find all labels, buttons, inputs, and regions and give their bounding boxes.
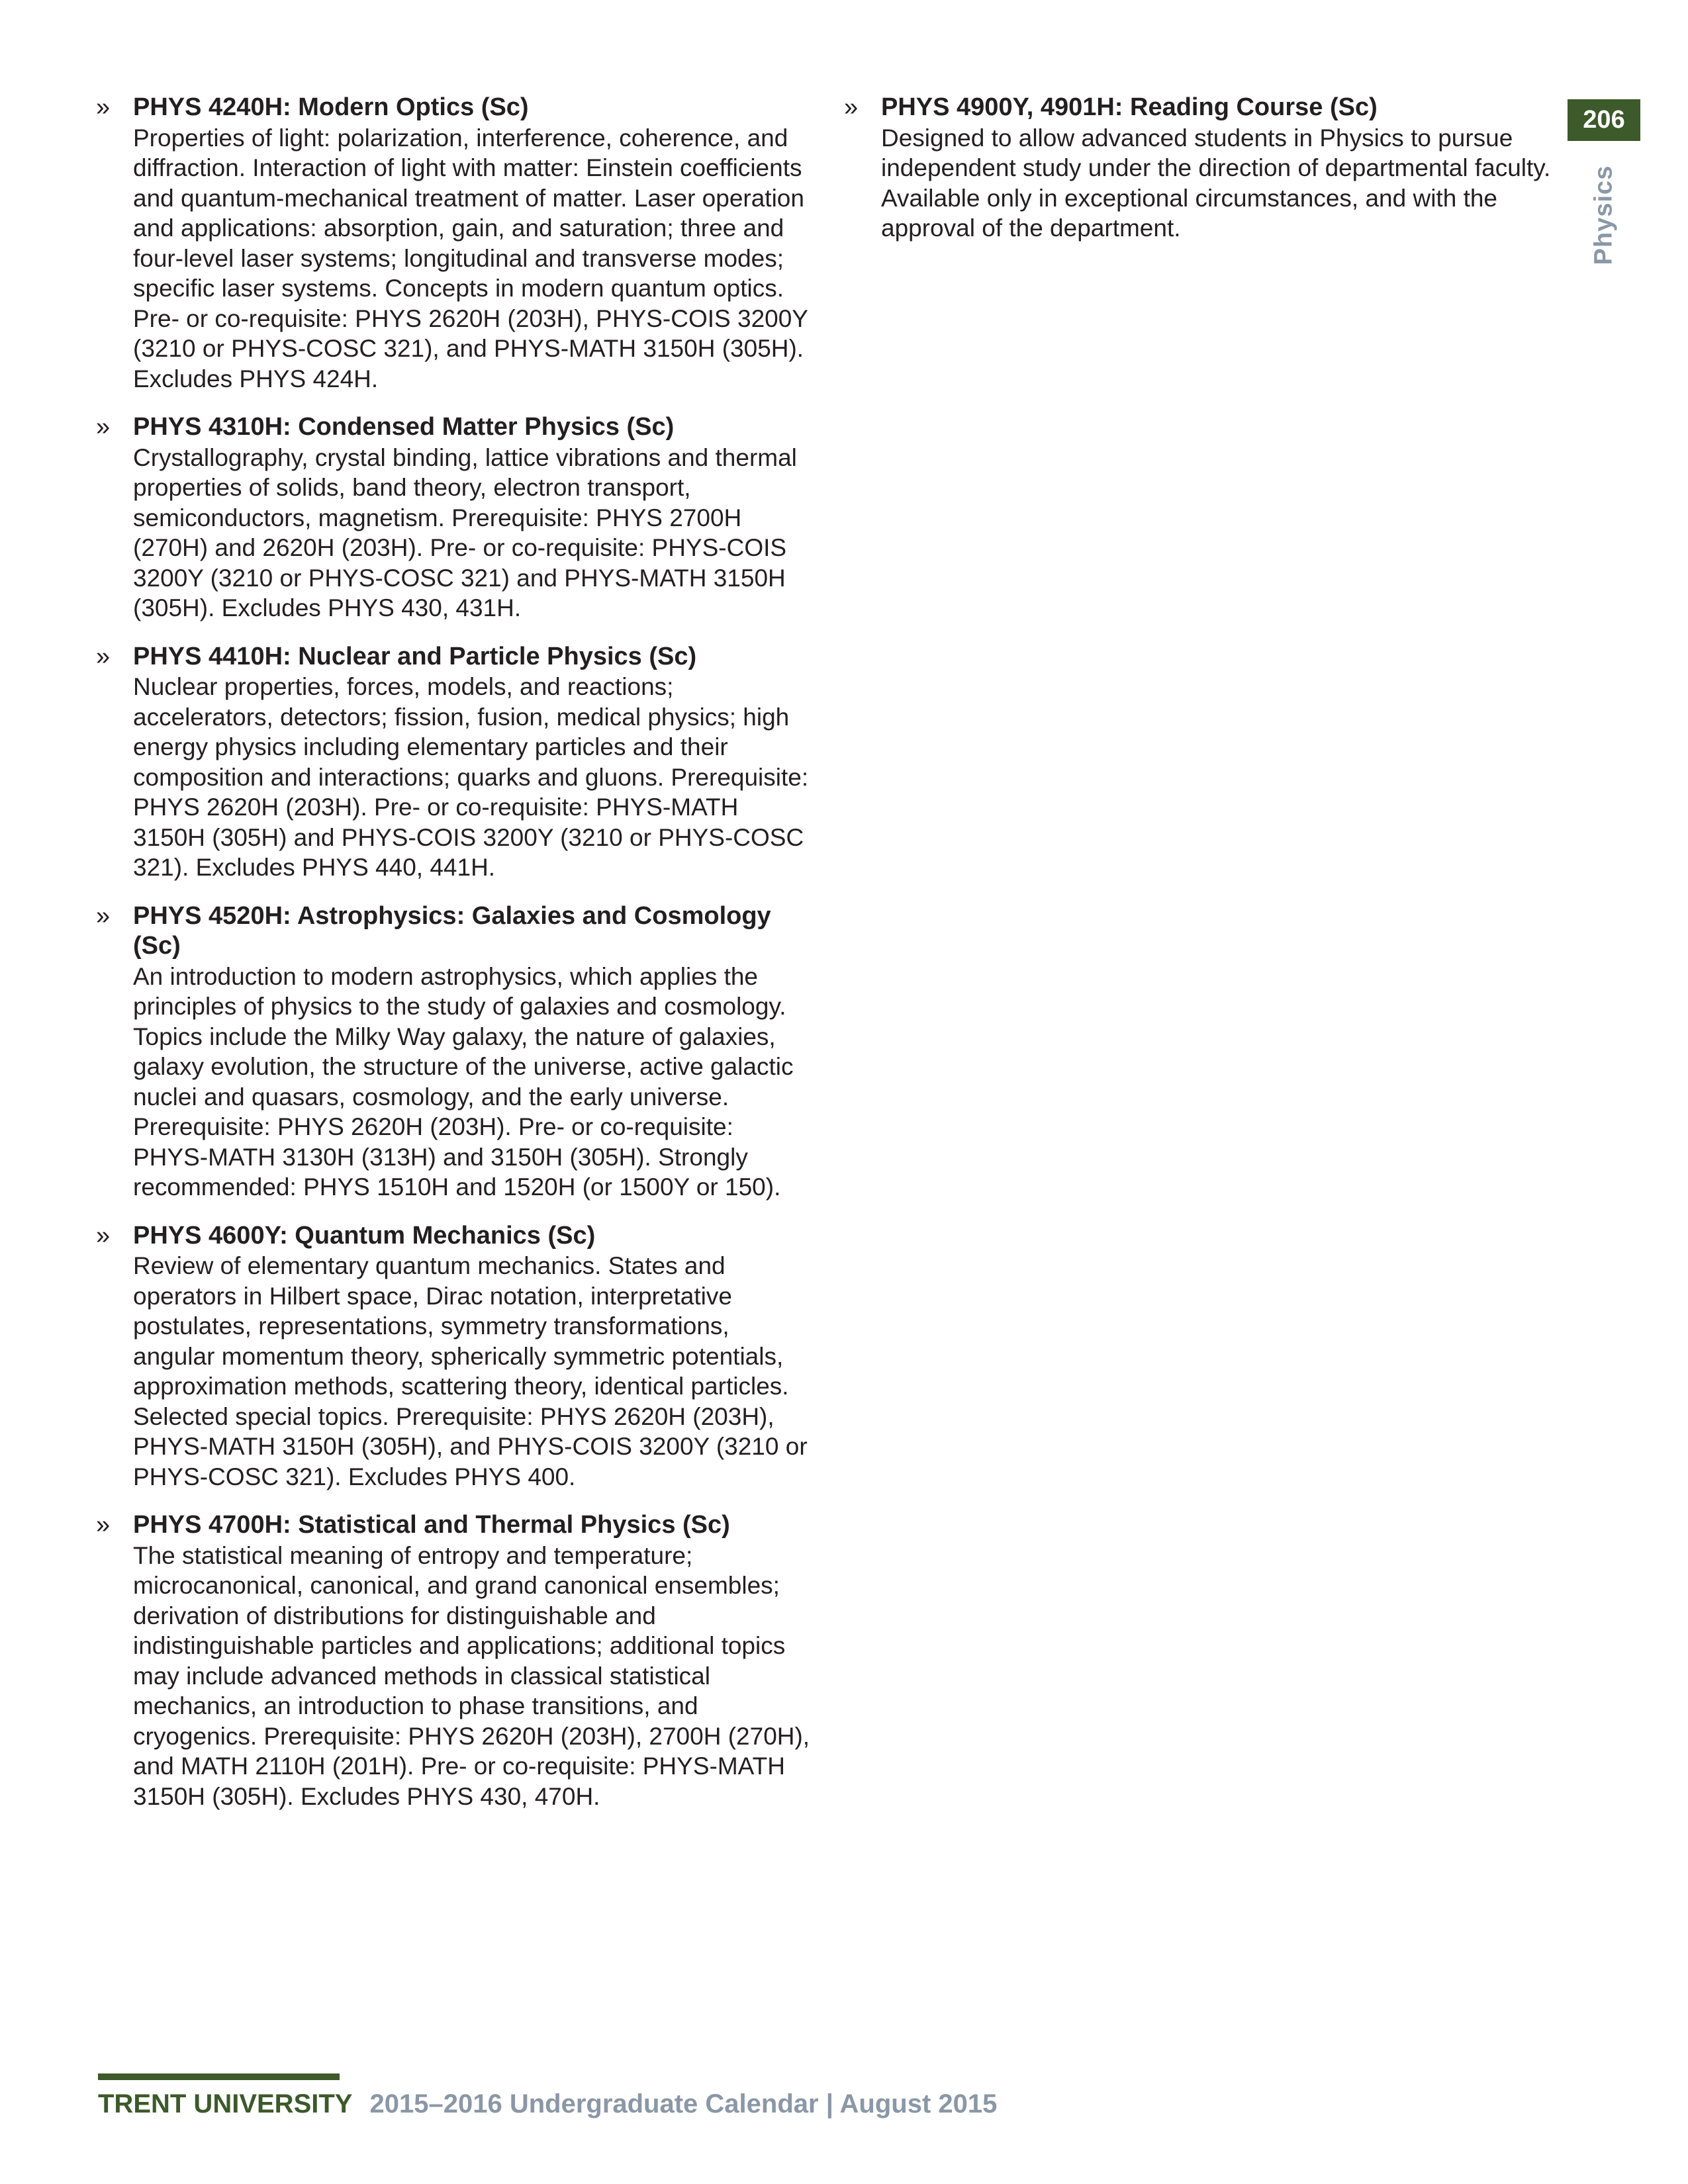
course-entry	[96, 1221, 811, 1492]
bullet-marker: »	[96, 642, 111, 670]
course-description: Review of elementary quantum mechanics. States and operators in Hilbert space, Dirac notation, interpretative postulates, representations, symmetry transformations, angular momentum theory, spherically symmetric potentials, approximation methods, scattering theory, identical particles. Selected special topics. Prerequisite: PHYS 2620H (203H), PHYS-MATH 3150H (305H), and PHYS-COIS 3200Y (3210 or PHYS-COSC 321). Excludes PHYS 400.	[133, 1252, 808, 1490]
left-column	[96, 93, 811, 1830]
bullet-marker: »	[96, 1511, 111, 1539]
page-number-badge: 206	[1568, 99, 1640, 141]
bullet-marker: »	[96, 413, 111, 441]
course-title: PHYS 4310H: Condensed Matter Physics (Sc)	[133, 413, 675, 441]
course-entry	[96, 901, 811, 1203]
course-description: Designed to allow advanced students in Physics to pursue independent study under the direction of departmental faculty. Available only in exceptional circumstances, and with the approval of the department.	[881, 124, 1551, 242]
course-entry	[96, 642, 811, 883]
course-entry	[96, 412, 811, 623]
course-description: Crystallography, crystal binding, lattice vibrations and thermal properties of solids, band theory, electron transport, semiconductors, magnetism. Prerequisite: PHYS 2700H (270H) and 2620H (203H). Pre- or co-requisite: PHYS-COIS 3200Y (3210 or PHYS-COSC 321) and PHYS-MATH 3150H (305H). Excludes PHYS 430, 431H.	[133, 443, 797, 621]
course-description: Properties of light: polarization, interference, coherence, and diffraction. Interaction of light with matter: Einstein coefficients and quantum-mechanical treatment of matter. Laser operation and applications: absorption, gain, and saturation; three and four-level laser systems; longitudinal and transverse modes; specific laser systems. Concepts in modern quantum optics. Pre- or co-requisite: PHYS 2620H (203H), PHYS-COIS 3200Y (3210 or PHYS-COSC 321), and PHYS-MATH 3150H (305H). Excludes PHYS 424H.	[133, 124, 808, 392]
course-entry	[96, 93, 811, 394]
footer-university: TRENT UNIVERSITY	[98, 2089, 353, 2118]
course-description: The statistical meaning of entropy and temperature; microcanonical, canonical, and grand canonical ensembles; derivation of distributions for distinguishable and indistinguishable particles and applications; additional topics may include advanced methods in classical statistical mechanics, an introduction to phase transitions, and cryogenics. Prerequisite: PHYS 2620H (203H), 2700H (270H), and MATH 2110H (201H). Pre- or co-requisite: PHYS-MATH 3150H (305H). Excludes PHYS 430, 470H.	[133, 1541, 810, 1810]
course-title: PHYS 4700H: Statistical and Thermal Physics (Sc)	[133, 1511, 730, 1539]
footer-calendar: 2015–2016 Undergraduate Calendar | August 2015	[369, 2089, 998, 2118]
course-entry	[96, 1510, 811, 1811]
course-title: PHYS 4900Y, 4901H: Reading Course (Sc)	[881, 93, 1378, 121]
bullet-marker: »	[96, 1221, 111, 1250]
course-title: PHYS 4410H: Nuclear and Particle Physics (Sc)	[133, 642, 697, 670]
course-title: PHYS 4600Y: Quantum Mechanics (Sc)	[133, 1221, 596, 1250]
section-tab-label: Physics	[1589, 165, 1618, 265]
bullet-marker: »	[96, 93, 111, 121]
course-title: PHYS 4520H: Astrophysics: Galaxies and Cosmology (Sc)	[133, 901, 771, 960]
course-description: Nuclear properties, forces, models, and reactions; accelerators, detectors; fission, fusion, medical physics; high energy physics including elementary particles and their composition and interactions; quarks and gluons. Prerequisite: PHYS 2620H (203H). Pre- or co-requisite: PHYS-MATH 3150H (305H) and PHYS-COIS 3200Y (3210 or PHYS-COSC 321). Excludes PHYS 440, 441H.	[133, 673, 809, 881]
right-column	[844, 93, 1562, 262]
bullet-marker: »	[844, 93, 859, 121]
footer	[98, 2089, 997, 2119]
course-title: PHYS 4240H: Modern Optics (Sc)	[133, 93, 529, 121]
bullet-marker: »	[96, 901, 111, 930]
course-entry	[844, 93, 1562, 244]
course-description: An introduction to modern astrophysics, which applies the principles of physics to the study of galaxies and cosmology. Topics include the Milky Way galaxy, the nature of galaxies, galaxy evolution, the structure of the universe, active galactic nuclei and quasars, cosmology, and the early universe. Prerequisite: PHYS 2620H (203H). Pre- or co-requisite: PHYS-MATH 3130H (313H) and 3150H (305H). Strongly recommended: PHYS 1510H and 1520H (or 1500Y or 150).	[133, 962, 794, 1201]
footer-rule	[98, 2073, 340, 2080]
